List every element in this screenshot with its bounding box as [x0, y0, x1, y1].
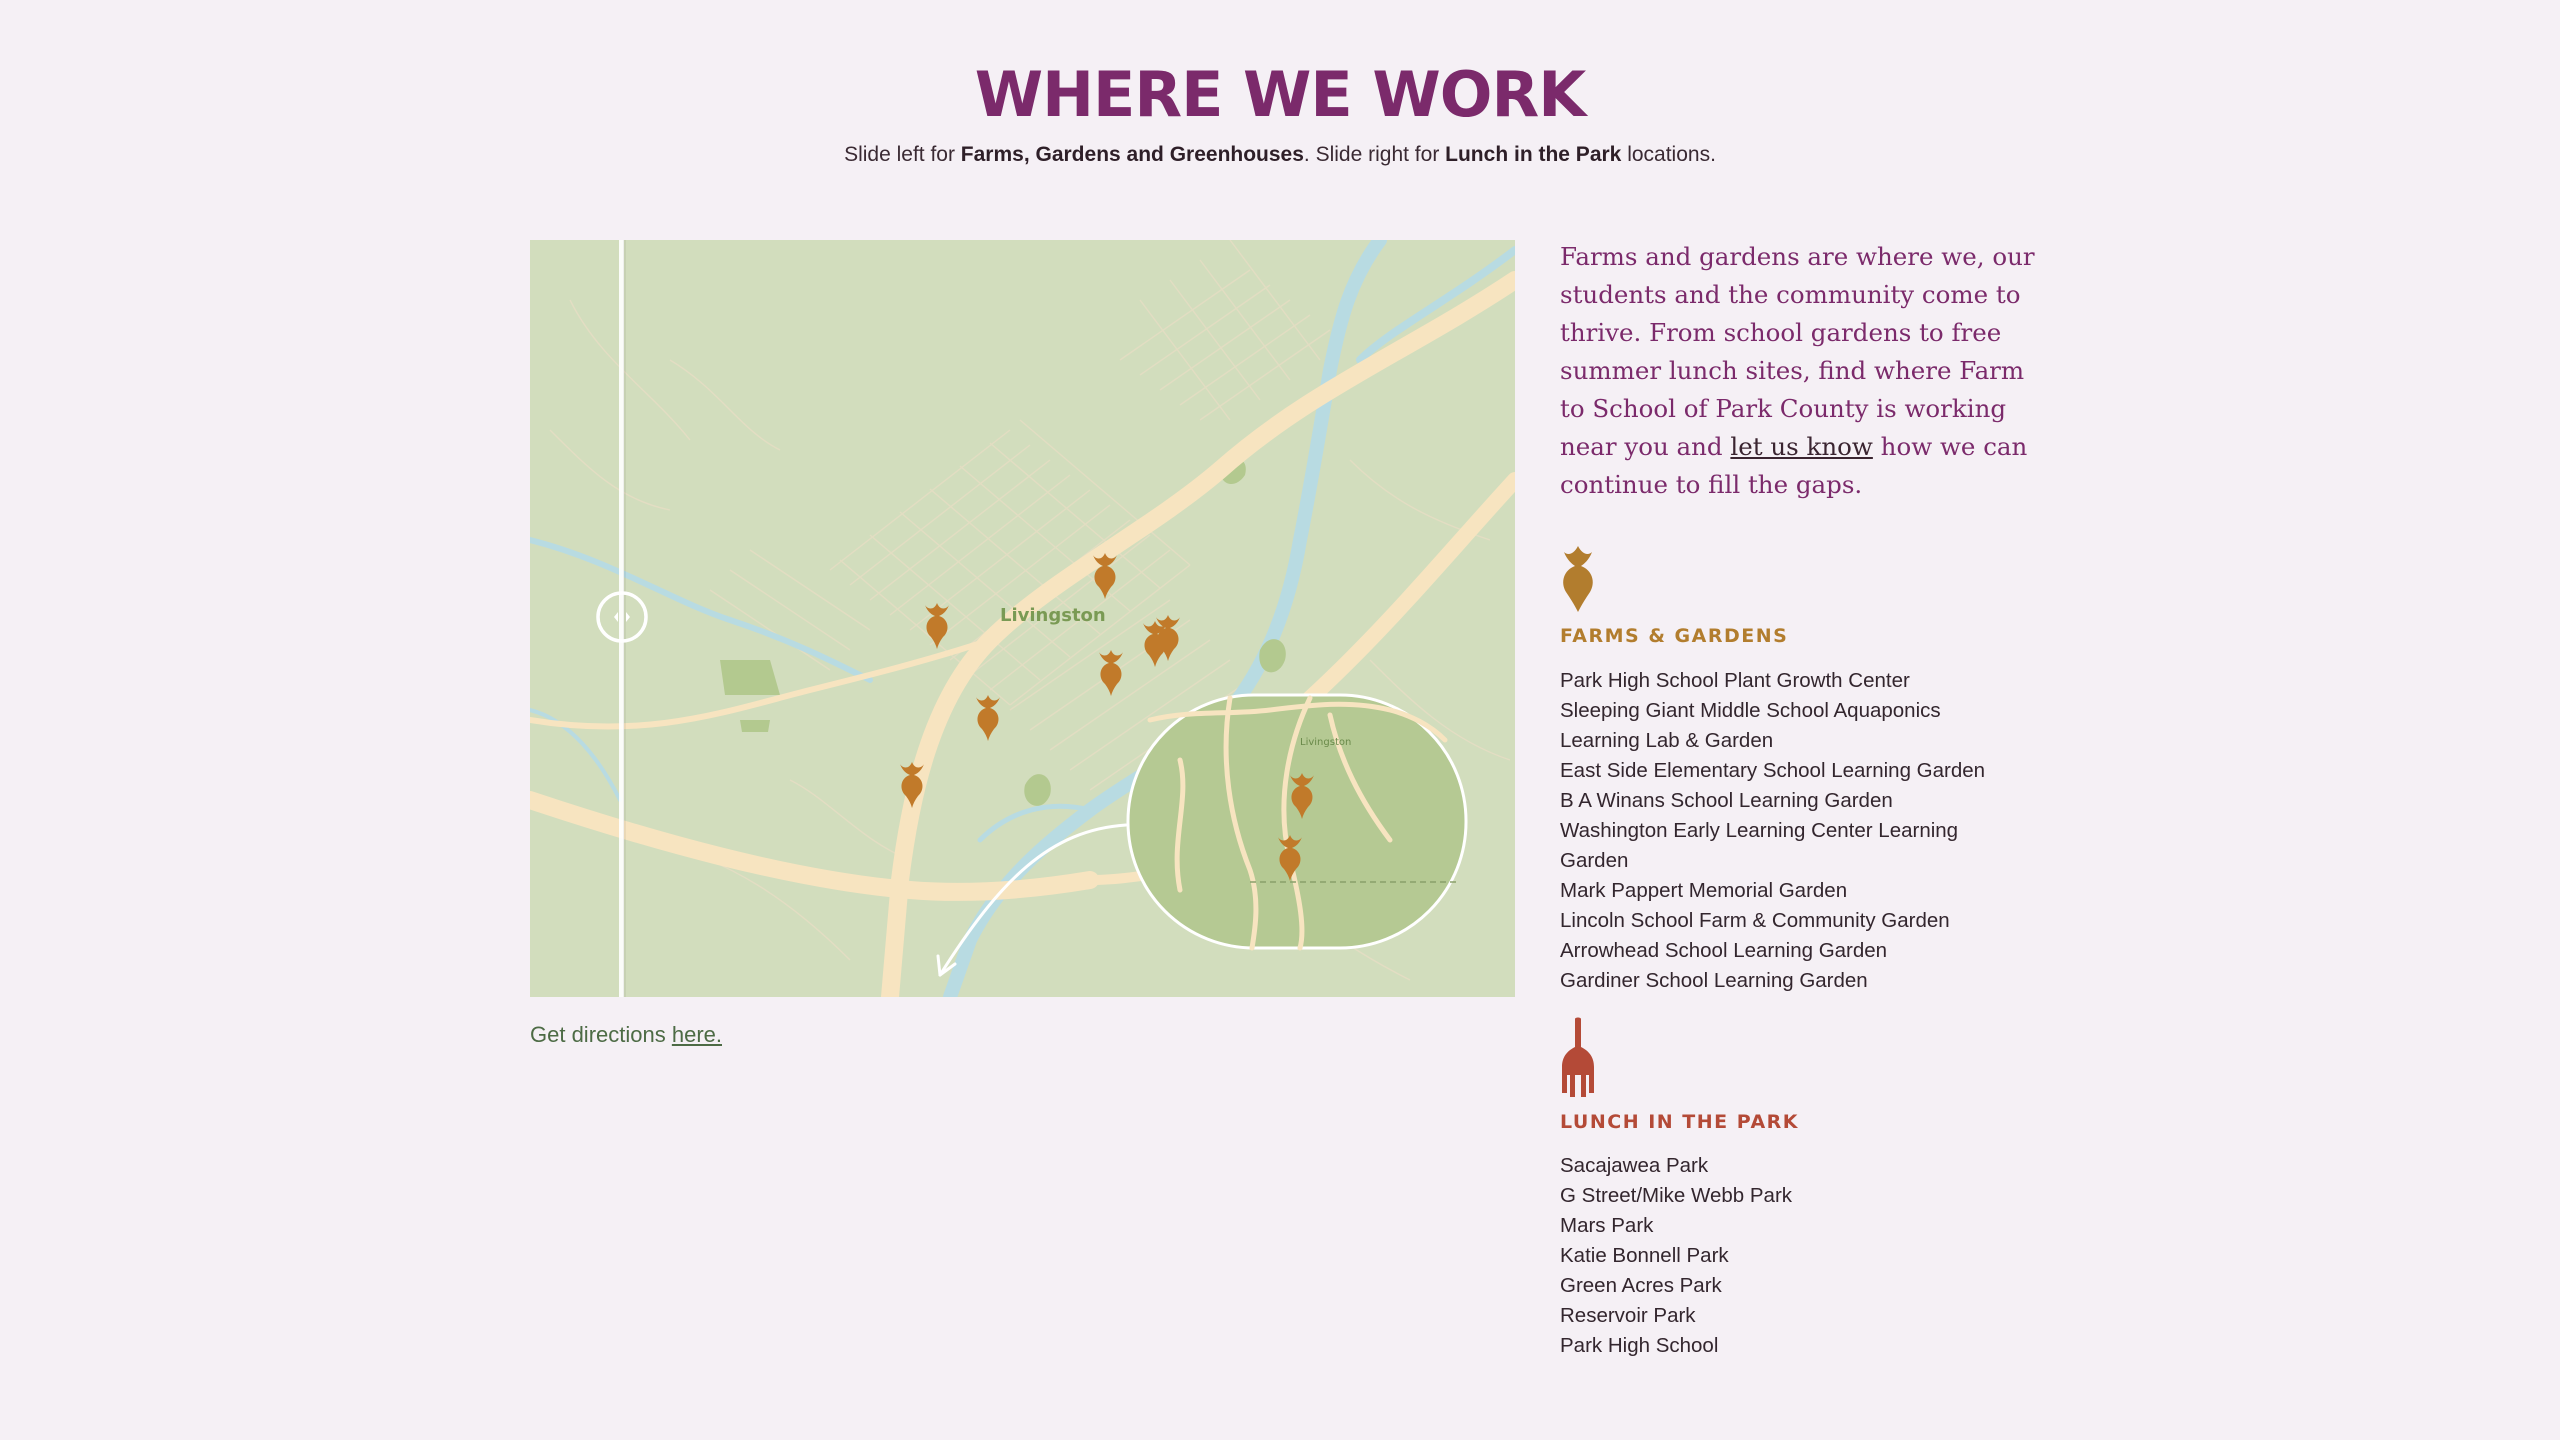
map-marker-farm[interactable]	[1099, 650, 1123, 696]
map-marker-farm[interactable]	[976, 695, 1000, 741]
map-inset-label: Livingston	[1300, 737, 1352, 748]
map-marker-farm[interactable]	[1093, 553, 1117, 599]
lunch-list-item: G Street/Mike Webb Park	[1560, 1184, 1793, 1207]
farms-list-item: Washington Early Learning Center Learning Garden	[1560, 819, 1959, 872]
farms-list-item: Gardiner School Learning Garden	[1560, 969, 1868, 992]
farms-list-item: B A Winans School Learning Garden	[1560, 789, 1893, 812]
intro-paragraph	[1560, 238, 2040, 504]
intro-text-2: how we can continue to fill the gaps.	[1560, 432, 2028, 499]
lunch-list-item: Mars Park	[1560, 1214, 1654, 1237]
farms-list-item: Arrowhead School Learning Garden	[1560, 939, 1888, 962]
directions-link[interactable]: here.	[671, 1022, 722, 1047]
farms-list-item: Sleeping Giant Middle School Aquaponics Learning Lab & Garden	[1560, 699, 1941, 752]
fork-icon	[1558, 1017, 1598, 1099]
map-town-label: Livingston	[1000, 605, 1106, 626]
lunch-list-item: Reservoir Park	[1560, 1304, 1696, 1327]
lunch-list-item: Katie Bonnell Park	[1560, 1244, 1729, 1267]
page-subtitle	[0, 143, 2560, 167]
subtitle-farms: Farms, Gardens and Greenhouses	[960, 143, 1304, 166]
subtitle-text-3: locations.	[1621, 143, 1716, 166]
directions-text	[530, 1022, 722, 1048]
map-marker-farm[interactable]	[925, 603, 949, 649]
farms-title: FARMS & GARDENS	[1560, 625, 1789, 647]
map-inset	[1128, 695, 1466, 948]
farms-list	[1560, 666, 2020, 996]
subtitle-lunch: Lunch in the Park	[1445, 143, 1622, 166]
directions-prefix: Get directions	[530, 1022, 672, 1047]
farms-list-item: Park High School Plant Growth Center	[1560, 669, 1910, 692]
page-title: WHERE WE WORK	[974, 58, 1586, 131]
subtitle-text-1: Slide left for	[844, 143, 961, 166]
lunch-list-item: Sacajawea Park	[1560, 1154, 1709, 1177]
intro-text-1: Farms and gardens are where we, our students and the community come to thrive. From school gardens to free summer lunch sites, find where Farm to School of Park County is working near you and	[1560, 242, 2035, 461]
farms-list-item: Lincoln School Farm & Community Garden	[1560, 909, 1950, 932]
lunch-list-item: Green Acres Park	[1560, 1274, 1722, 1297]
farms-list-item: East Side Elementary School Learning Garden	[1560, 759, 1986, 782]
subtitle-text-2: . Slide right for	[1303, 143, 1446, 166]
lunch-list-item: Park High School	[1560, 1334, 1719, 1357]
map-graphic	[530, 240, 1515, 997]
lunch-list	[1560, 1151, 2020, 1361]
let-us-know-link[interactable]: let us know	[1730, 432, 1873, 461]
farms-list-item: Mark Pappert Memorial Garden	[1560, 879, 1848, 902]
lunch-title: LUNCH IN THE PARK	[1560, 1111, 1799, 1133]
beet-icon	[1558, 542, 1598, 614]
map-comparison-slider[interactable]	[530, 240, 1515, 997]
